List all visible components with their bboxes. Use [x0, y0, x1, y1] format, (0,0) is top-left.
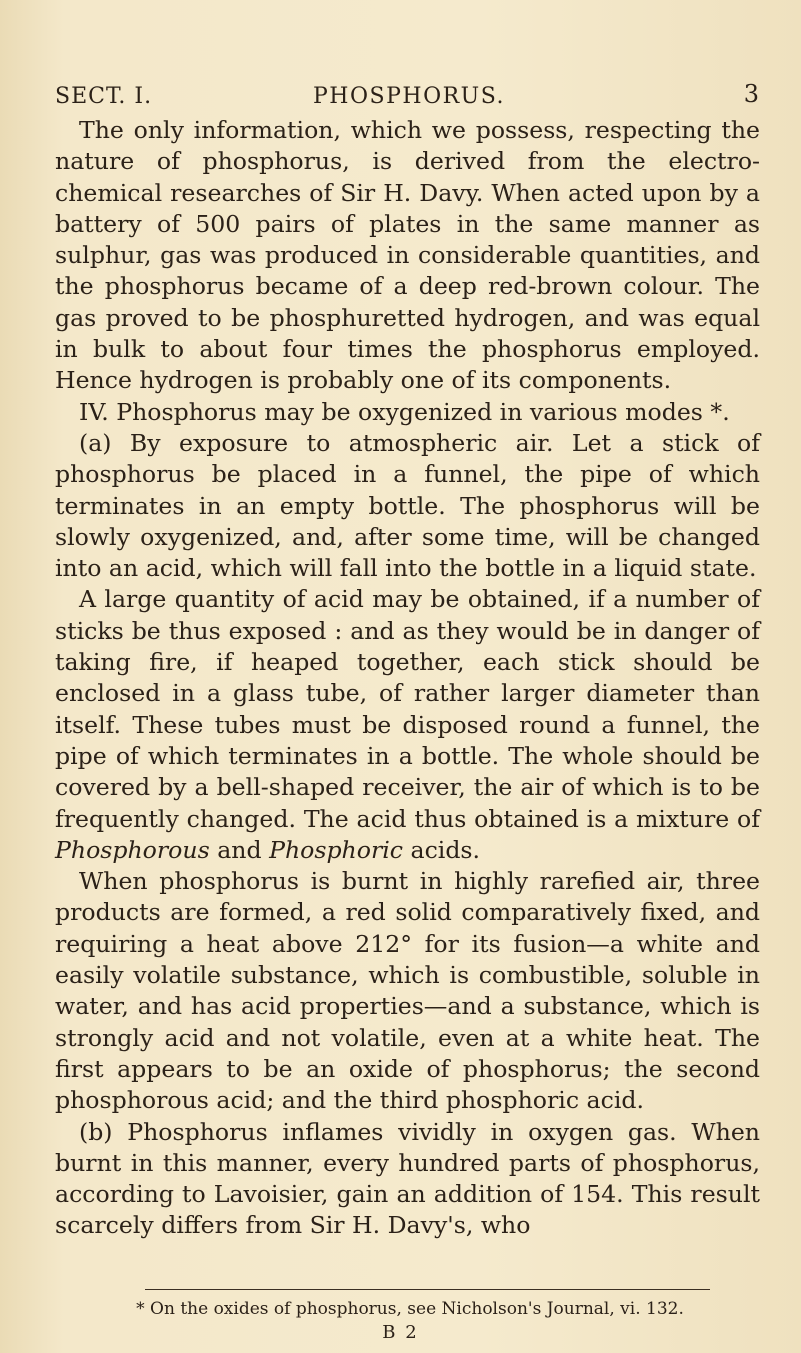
section-label: SECT. I.	[55, 84, 153, 109]
body-text	[55, 115, 760, 1242]
paragraph-atmospheric-exposure: (a) By exposure to atmospheric air. Let a stick of phosphorus be placed in a funnel, the pipe of which terminates in an empty bottle. The phosphorus will be slowly oxygenized, and, after some time, will be changed into an acid, which will fall into the bottle in a liquid state.	[55, 428, 760, 583]
term-tail: acids.	[410, 835, 481, 864]
footnote: * On the oxides of phosphorus, see Nicholson's Journal, vi. 132.	[136, 1299, 684, 1319]
paragraph-rarefied-air: When phosphorus is burnt in highly rarefied air, three products are formed, a red solid comparatively fixed, and requiring a heat above 212° for its fusion—a white and easily volatile substance, which is combustible, soluble in water, and has acid properties—and a substance, which is strongly acid and not volatile, even at a white heat. The first appears to be an oxide of phosphorus; the second phosphorous acid; and the third phosphoric acid.	[55, 867, 760, 1115]
running-head	[55, 80, 760, 112]
term-joiner: and	[217, 835, 262, 864]
signature-mark: B 2	[382, 1322, 419, 1343]
paragraph-oxygenization-heading: IV. Phosphorus may be oxygenized in various modes *.	[79, 397, 730, 426]
paragraph-large-quantity-text: A large quantity of acid may be obtained, if a number of sticks be thus exposed : and as they would be in danger of taking fire, if heaped together, each stick should be enclosed in a glass tube, of rather larger diameter than itself. These tubes must be disposed round a funnel, the pipe of which terminates in a bottle. The whole should be covered by a bell-shaped receiver, the air of which is to be frequently changed. The acid thus obtained is a mixture of	[55, 585, 760, 833]
paragraph-large-quantity	[55, 584, 760, 866]
term-phosphorous: Phosphorous	[55, 835, 210, 864]
page-number: 3	[743, 80, 760, 108]
paragraph-davy-electrochemical: The only information, which we possess, respecting the nature of phosphorus, is derived from the electro-chemical researches of Sir H. Davy. When acted upon by a battery of 500 pairs of plates in the same manner as sulphur, gas was produced in considerable quantities, and the phosphorus became of a deep red-brown colour. The gas proved to be phosphuretted hydrogen, and was equal in bulk to about four times the phosphorus employed. Hence hydrogen is probably one of its components.	[55, 116, 760, 395]
page-title: PHOSPHORUS.	[313, 84, 506, 109]
footnote-divider	[145, 1289, 710, 1290]
term-phosphoric: Phosphoric	[269, 835, 403, 864]
paragraph-oxygen-gas: (b) Phosphorus inflames vividly in oxygen gas. When burnt in this manner, every hundred parts of phosphorus, according to Lavoisier, gain an addition of 154. This result scarcely differs from Sir H. Davy's, who	[55, 1117, 760, 1240]
